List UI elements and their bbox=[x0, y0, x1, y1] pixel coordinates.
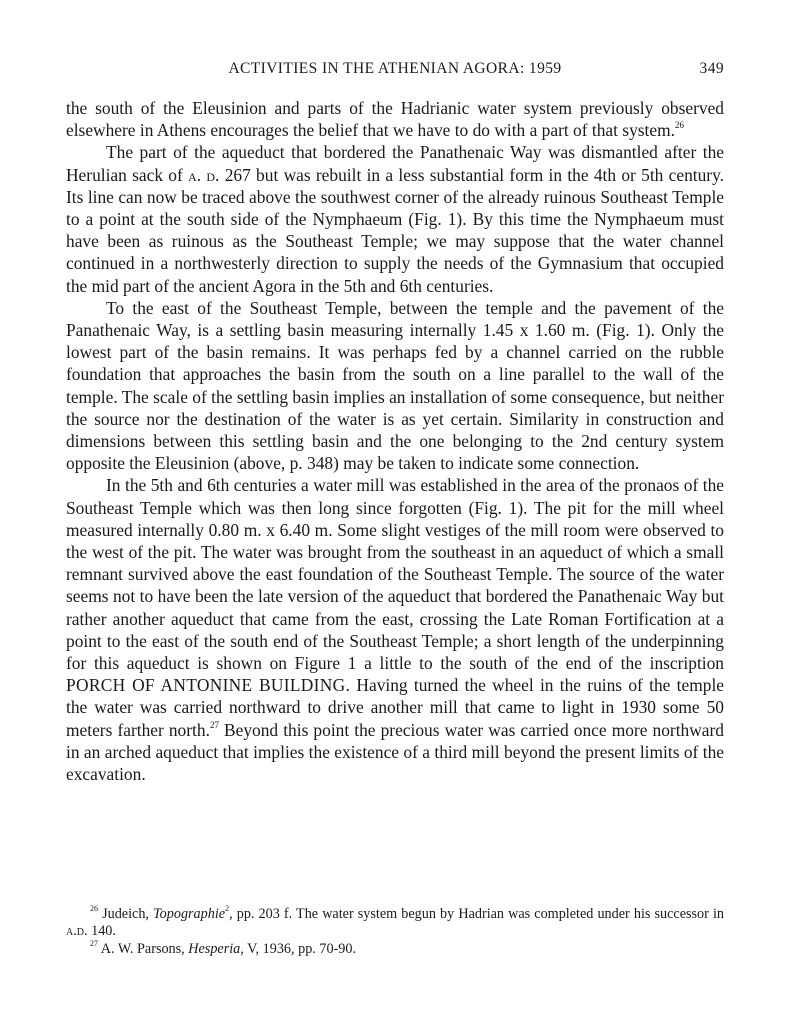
paragraph-4-text-c: Beyond this point the precious water was carried once more northward in an arched aqueduct that implies the existence of a third mill beyond the present limits of the excavation. bbox=[66, 719, 724, 785]
footnote-work-title: Topographie bbox=[153, 906, 226, 922]
footnotes bbox=[66, 906, 724, 958]
era-abbreviation: a.d. bbox=[66, 923, 88, 940]
paragraph-2-text-b: 267 but was rebuilt in a less substantial form in the 4th or 5th century. Its line can now be traced above the southwest corner of the already ruinous Southeast Temple to a point at the south side of the Nymphaeum (Fig. 1). By this time the Nymphaeum must have been as ruinous as the Southeast Temple; we may suppose that the water channel continued in a northwesterly direction to supply the needs of the Gymnasium that occupied the mid part of the ancient Agora in the 5th and 6th centuries. bbox=[66, 164, 724, 296]
footnote-text: , V, 1936, pp. 70-90. bbox=[240, 940, 357, 957]
paragraph-3 bbox=[66, 297, 724, 475]
footnote-number: 26 bbox=[90, 904, 98, 914]
page-number: 349 bbox=[699, 60, 724, 77]
inscription-text: PORCH OF ANTONINE BUILDING. bbox=[66, 675, 351, 696]
paragraph-4-text-a: In the 5th and 6th centuries a water mill was established in the area of the pronaos of the Southeast Temple which was then long since forgotten (Fig. 1). The pit for the mill wheel measured internally 0.80 m. x 6.40 m. Some slight vestiges of the mill room were observed to the west of the pit. The water was brought from the southeast in an aqueduct of which a small remnant survived above the east foundation of the Southeast Temple. The source of the water seems not to have been the late version of the aqueduct that bordered the Panathenaic Way but rather another aqueduct that came from the east, crossing the Late Roman Fortification at a point to the east of the south end of the Southeast Temple; a short length of the underpinning for this aqueduct is shown on Figure 1 a little to the south of the end of the inscription bbox=[66, 475, 724, 674]
footnote-work-title: Hesperia bbox=[188, 940, 241, 957]
paragraph-2 bbox=[66, 141, 724, 296]
paragraph-3-text: To the east of the Southeast Temple, between the temple and the pavement of the Panathenaic Way, is a settling basin measuring internally 1.45 x 1.60 m. (Fig. 1). Only the lowest part of the basin remains. It was perhaps fed by a channel carried on the rubble foundation that approaches the basin from the south on a line parallel to the wall of the temple. The scale of the settling basin implies an installation of some consequence, but neither the source nor the destination of the water is as yet certain. Similarity in construction and dimensions between this settling basin and the one belonging to the 2nd century system opposite the Eleusinion (above, p. 348) may be taken to indicate some connection. bbox=[66, 297, 724, 474]
era-abbreviation: a. d. bbox=[188, 164, 220, 185]
running-header bbox=[66, 60, 724, 84]
footnote-author: Judeich, bbox=[102, 906, 154, 922]
paragraph-1-text: the south of the Eleusinion and parts of the Hadrianic water system previously observed elsewhere in Athens encourages the belief that we have to do with a part of that system. bbox=[66, 98, 724, 141]
footnote-ref-26: 26 bbox=[674, 120, 684, 131]
footnote-edition: 2 bbox=[225, 904, 230, 914]
footnote-text: , pp. 203 f. The water system begun by Hadrian was completed under his successor in bbox=[229, 906, 724, 922]
footnote-27 bbox=[66, 941, 724, 958]
footnote-number: 27 bbox=[90, 939, 98, 949]
footnote-author: A. W. Parsons, bbox=[100, 940, 189, 957]
footnote-ref-27: 27 bbox=[209, 719, 219, 730]
running-title: ACTIVITIES IN THE ATHENIAN AGORA: 1959 bbox=[228, 60, 562, 77]
paragraph-1 bbox=[66, 97, 724, 141]
paragraph-2-text-a: The part of the aqueduct that bordered the Panathenaic Way was dismantled after the Herulian sack of bbox=[66, 142, 724, 185]
main-text bbox=[66, 97, 724, 785]
paragraph-4-text-b: Having turned the wheel in the ruins of the temple the water was carried northward to drive another mill that came to light in 1930 some 50 meters farther north. bbox=[66, 675, 724, 740]
footnote-tail: 140. bbox=[87, 923, 116, 940]
paragraph-4 bbox=[66, 474, 724, 785]
footnote-26 bbox=[66, 906, 724, 941]
